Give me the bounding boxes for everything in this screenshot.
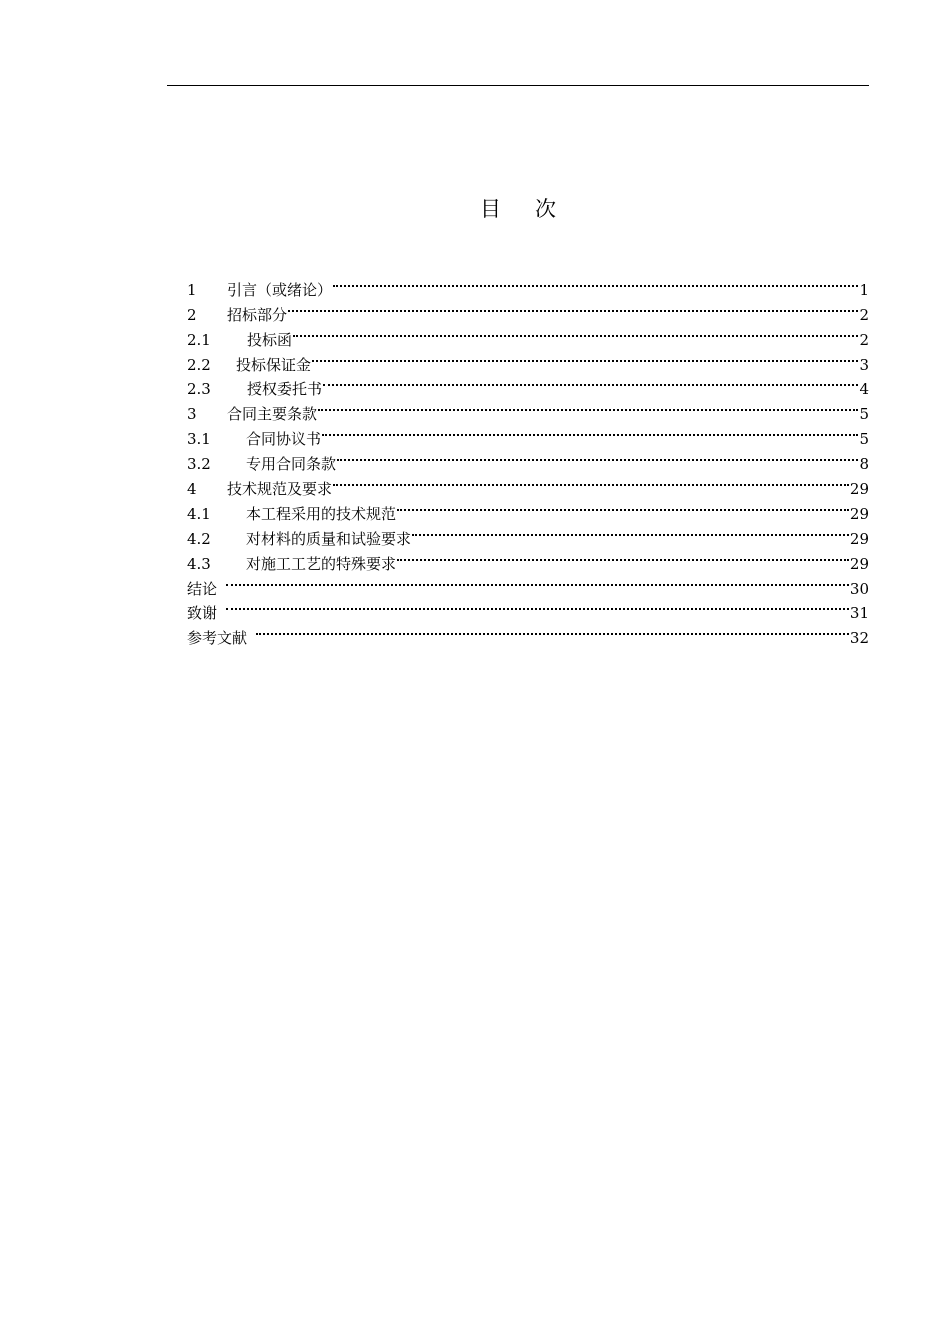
toc-title bbox=[0, 196, 950, 222]
toc-leader-dots bbox=[312, 345, 858, 370]
toc-entry[interactable] bbox=[187, 569, 869, 598]
toc-leader-dots bbox=[226, 569, 849, 594]
toc-leader-dots bbox=[288, 295, 858, 320]
toc-title-part1: 目 bbox=[480, 197, 501, 221]
toc-entry-page: 2 bbox=[859, 330, 869, 349]
toc-entry-page: 30 bbox=[849, 579, 869, 598]
toc-entry-title: 合同协议书 bbox=[246, 430, 322, 449]
toc-entry-number: 2.2 bbox=[187, 355, 211, 374]
toc-entry-page: 3 bbox=[859, 355, 869, 374]
toc-entry-number: 4.3 bbox=[187, 554, 211, 573]
toc-leader-dots bbox=[397, 494, 849, 519]
toc-entry-page: 4 bbox=[859, 380, 869, 399]
toc-leader-dots bbox=[226, 594, 849, 619]
header-rule bbox=[167, 85, 869, 86]
toc-leader-dots bbox=[412, 519, 849, 544]
toc-leader-dots bbox=[337, 444, 858, 469]
toc-leader-dots bbox=[293, 320, 858, 345]
toc-entry-number: 2.3 bbox=[187, 380, 211, 399]
toc-entry[interactable] bbox=[187, 618, 869, 648]
toc-entry[interactable] bbox=[187, 270, 869, 299]
toc-title-part2: 次 bbox=[535, 197, 556, 221]
toc-leader-dots bbox=[333, 469, 849, 494]
table-of-contents bbox=[187, 270, 869, 648]
toc-entry-title: 投标函 bbox=[247, 330, 293, 349]
toc-entry-number: 4 bbox=[187, 480, 197, 499]
toc-leader-dots bbox=[323, 370, 858, 395]
toc-entry-title: 专用合同条款 bbox=[246, 455, 337, 474]
toc-entry[interactable] bbox=[187, 295, 869, 324]
toc-entry-title: 投标保证金 bbox=[236, 355, 312, 374]
toc-entry-number: 3.2 bbox=[187, 455, 211, 474]
toc-entry-title: 致谢 bbox=[187, 604, 218, 623]
toc-entry-page: 5 bbox=[859, 405, 869, 424]
toc-entry-page: 8 bbox=[859, 455, 869, 474]
toc-leader-dots bbox=[256, 618, 849, 643]
toc-entry-number: 1 bbox=[187, 280, 197, 299]
toc-leader-dots bbox=[318, 394, 858, 419]
toc-leader-dots bbox=[322, 419, 858, 444]
toc-leader-dots bbox=[397, 544, 849, 569]
toc-entry-page: 31 bbox=[849, 604, 869, 623]
toc-entry-title: 合同主要条款 bbox=[227, 405, 318, 424]
toc-entry-title: 结论 bbox=[187, 579, 218, 598]
toc-entry-page: 29 bbox=[849, 529, 869, 548]
toc-entry-title: 本工程采用的技术规范 bbox=[246, 504, 397, 523]
toc-entry-number: 2.1 bbox=[187, 330, 211, 349]
toc-entry-page: 1 bbox=[859, 280, 869, 299]
toc-entry-title: 参考文献 bbox=[187, 629, 248, 648]
toc-entry-number: 3.1 bbox=[187, 430, 211, 449]
toc-entry-page: 29 bbox=[849, 504, 869, 523]
toc-entry-number: 2 bbox=[187, 305, 197, 324]
toc-entry-page: 32 bbox=[849, 629, 869, 648]
toc-entry-title: 授权委托书 bbox=[247, 380, 323, 399]
toc-entry-page: 29 bbox=[849, 480, 869, 499]
toc-entry-title: 对施工工艺的特殊要求 bbox=[246, 554, 397, 573]
toc-entry[interactable] bbox=[187, 594, 869, 623]
toc-leader-dots bbox=[333, 270, 858, 295]
toc-entry-page: 2 bbox=[859, 305, 869, 324]
toc-entry-number: 4.1 bbox=[187, 504, 211, 523]
toc-entry-page: 29 bbox=[849, 554, 869, 573]
toc-entry-page: 5 bbox=[859, 430, 869, 449]
toc-entry-title: 技术规范及要求 bbox=[227, 480, 333, 499]
toc-entry-title: 招标部分 bbox=[227, 305, 288, 324]
toc-entry[interactable] bbox=[187, 320, 869, 349]
toc-entry-number: 4.2 bbox=[187, 529, 211, 548]
toc-entry-title: 对材料的质量和试验要求 bbox=[246, 529, 412, 548]
toc-entry-number: 3 bbox=[187, 405, 197, 424]
toc-entry-title: 引言（或绪论） bbox=[227, 280, 333, 299]
